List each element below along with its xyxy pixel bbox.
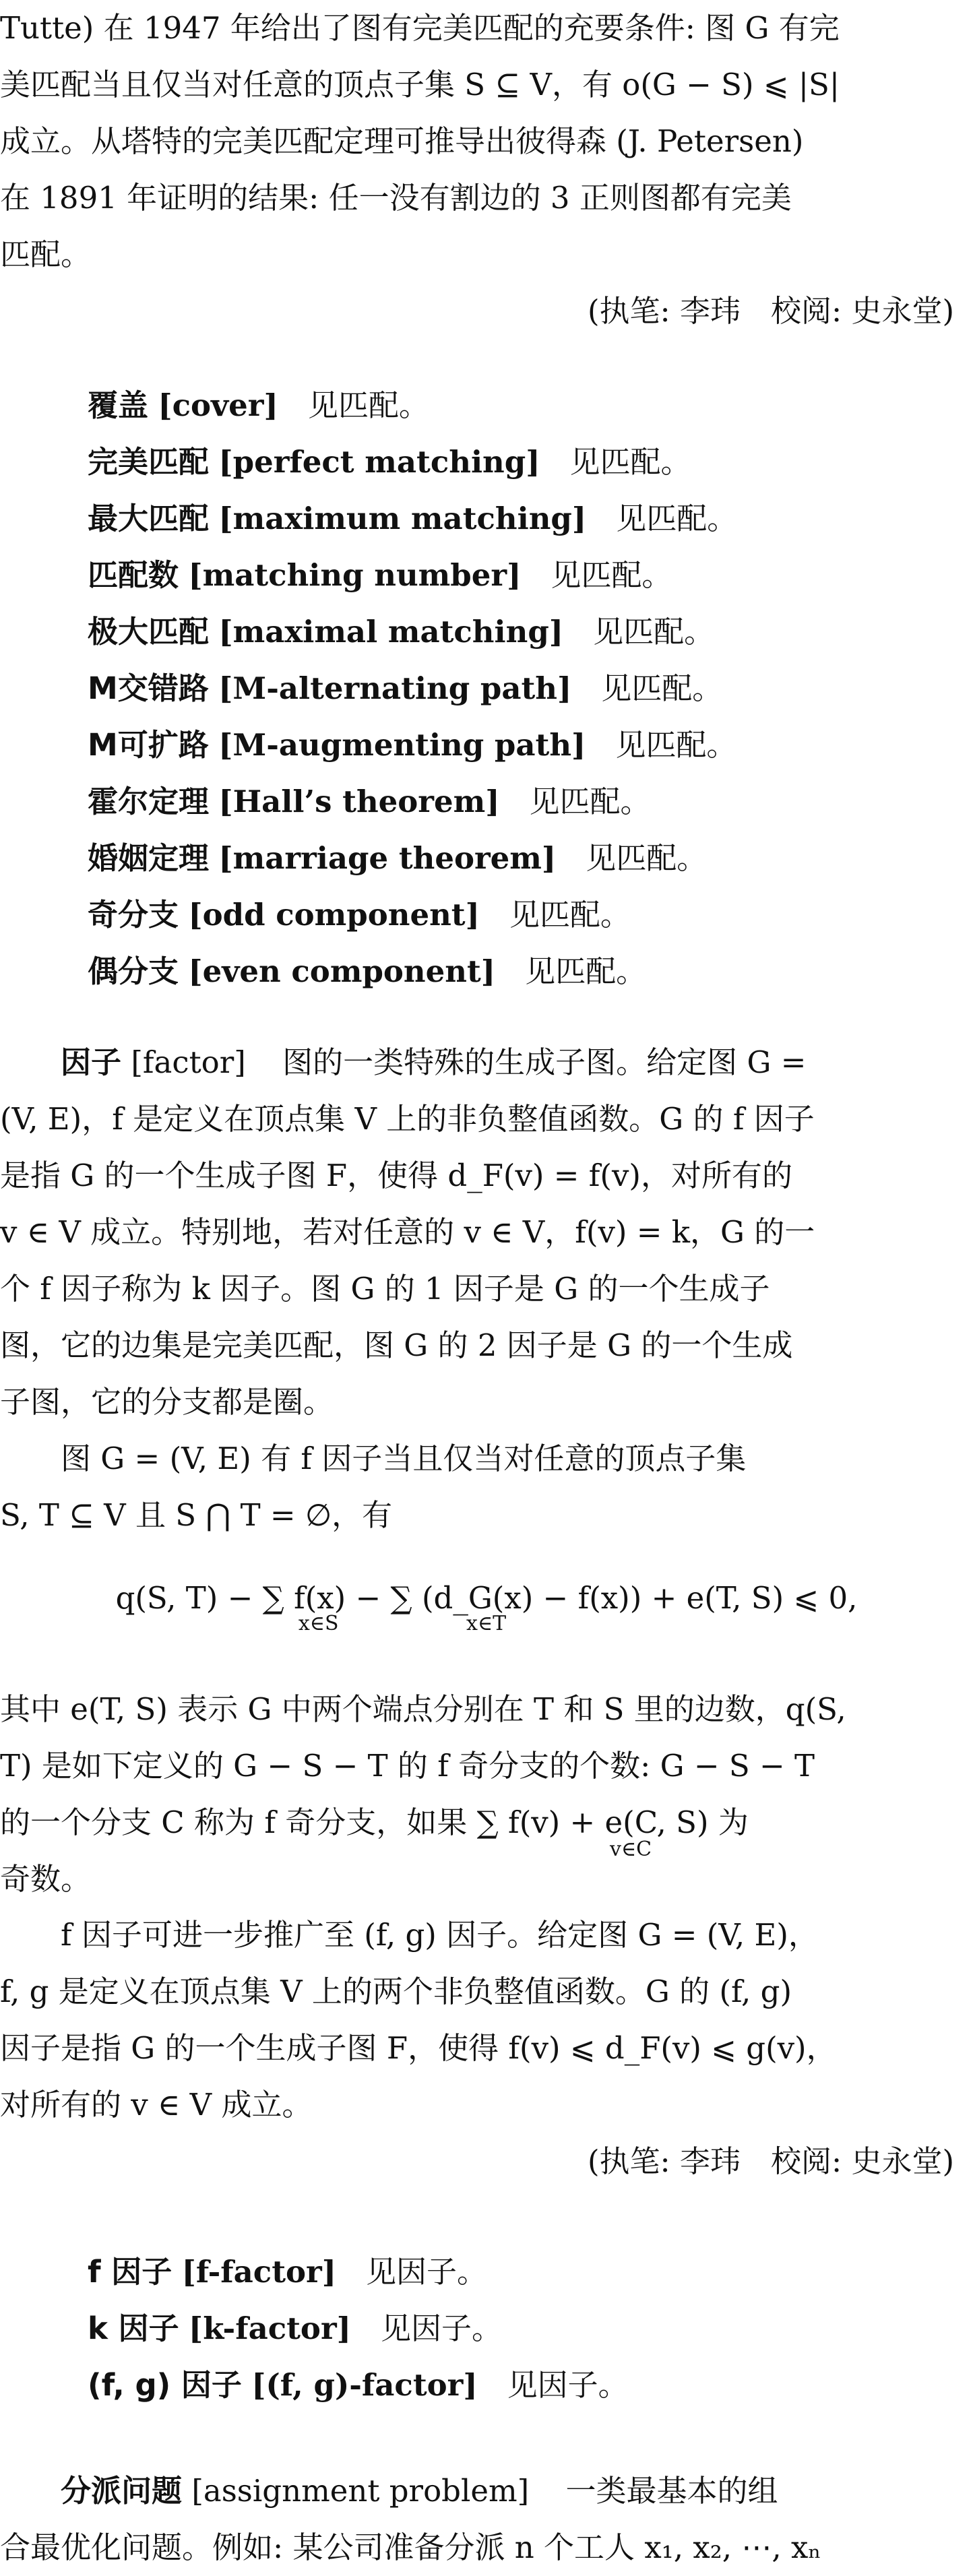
ref-entry <box>0 830 973 887</box>
formula-sub-s: x∈S <box>298 1612 339 1635</box>
ref-english: [Hall’s theorem] <box>218 784 500 819</box>
factor-entry <box>0 1034 973 1544</box>
ref-entry <box>0 434 973 491</box>
factor-formula-text: q(S, T) − ∑ f(x) − ∑ (d_G(x) − f(x)) + e(T, S) ⩽ 0, <box>115 1580 858 1616</box>
factor-para3-line-2: T) 是如下定义的 G − S − T 的 f 奇分支的个数: G − S − T <box>0 1748 815 1784</box>
ref-head: 覆盖 <box>88 387 149 423</box>
ref-head: 完美匹配 <box>88 444 210 480</box>
ref-entry <box>0 547 973 604</box>
ref-english: [cover] <box>158 387 278 423</box>
ref-entry <box>0 377 973 434</box>
ref-english: [k-factor] <box>188 2311 351 2346</box>
ref-english: [perfect matching] <box>218 444 540 480</box>
factor-head: 因子 <box>61 1044 122 1080</box>
ref-see: 见匹配。 <box>586 840 708 876</box>
factor-eng: [factor] <box>131 1044 246 1080</box>
ref-entry <box>0 604 973 660</box>
factor-para4-line-3: 因子是指 G 的一个生成子图 F，使得 f(v) ⩽ d_F(v) ⩽ g(v)， <box>0 2030 837 2066</box>
para3-subscript: v∈C <box>610 1837 652 1861</box>
ref-english: [odd component] <box>188 897 480 933</box>
ref-head: f 因子 <box>88 2254 172 2290</box>
ref-english: [maximum matching] <box>218 501 587 536</box>
factor-para2-line-1: 图 G = (V, E) 有 f 因子当且仅当对任意的顶点子集 <box>61 1441 747 1476</box>
ref-see: 见匹配。 <box>593 614 715 650</box>
top-line-4: 在 1891 年证明的结果: 任一没有割边的 3 正则图都有完美 <box>0 180 792 216</box>
factor-para4 <box>0 1907 973 2190</box>
ref-english: [M-augmenting path] <box>218 727 586 763</box>
ref-english: [marriage theorem] <box>218 840 557 876</box>
top-line-5: 匹配。 <box>0 237 92 272</box>
top-line-1: Tutte) 在 1947 年给出了图有完美匹配的充要条件: 图 G 有完 <box>0 10 840 46</box>
ref-head: 婚姻定理 <box>88 840 210 876</box>
ref-entry <box>0 717 973 774</box>
ref-see: 见因子。 <box>380 2311 502 2346</box>
factor-para4-line-4: 对所有的 v ∈ V 成立。 <box>0 2087 313 2123</box>
factor-signature: (执笔: 李玮 校阅: 史永堂) <box>587 2143 954 2179</box>
ref-see: 见匹配。 <box>525 953 647 989</box>
ref-head: 匹配数 <box>88 557 179 593</box>
ref-english: [(f, g)-factor] <box>251 2367 478 2403</box>
factor-line-1: 图的一类特殊的生成子图。给定图 G = <box>282 1044 807 1080</box>
assignment-eng: [assignment problem] <box>191 2473 530 2509</box>
factor-para3 <box>0 1681 973 1908</box>
assignment-line-2: 合最优化问题。例如: 某公司准备分派 n 个工人 x₁, x₂, ⋯, xₙ <box>0 2530 821 2565</box>
ref-head: k 因子 <box>88 2311 179 2346</box>
ref-see: 见匹配。 <box>615 727 737 763</box>
ref-entry <box>0 887 973 943</box>
assignment-head: 分派问题 <box>61 2473 183 2509</box>
factor-refs <box>0 2244 973 2414</box>
ref-entry <box>0 660 973 717</box>
matching-refs <box>0 377 973 1000</box>
factor-formula-subscripts <box>0 1610 973 1637</box>
ref-head: 霍尔定理 <box>88 784 210 819</box>
factor-para4-line-2: f, g 是定义在顶点集 V 上的两个非负整值函数。G 的 (f, g) <box>0 1974 792 2009</box>
factor-line-5: 个 f 因子称为 k 因子。图 G 的 1 因子是 G 的一个生成子 <box>0 1271 770 1307</box>
ref-head: M可扩路 <box>88 727 209 763</box>
ref-head: 极大匹配 <box>88 614 210 650</box>
ref-see: 见匹配。 <box>529 784 651 819</box>
ref-entry <box>0 2244 973 2300</box>
factor-line-7: 子图，它的分支都是圈。 <box>0 1384 334 1420</box>
ref-entry <box>0 943 973 1000</box>
factor-para3-line-4: 奇数。 <box>0 1861 92 1897</box>
top-line-3: 成立。从塔特的完美匹配定理可推导出彼得森 (J. Petersen) <box>0 123 804 159</box>
top-paragraph <box>0 0 973 340</box>
ref-entry <box>0 2300 973 2357</box>
factor-para3-line-1: 其中 e(T, S) 表示 G 中两个端点分别在 T 和 S 里的边数，q(S, <box>0 1691 846 1727</box>
ref-see: 见因子。 <box>507 2367 629 2403</box>
ref-head: (f, g) 因子 <box>88 2367 242 2403</box>
assignment-entry <box>0 2463 973 2576</box>
factor-line-6: 图，它的边集是完美匹配，图 G 的 2 因子是 G 的一个生成 <box>0 1327 793 1363</box>
ref-head: 奇分支 <box>88 897 179 933</box>
formula-sub-t: x∈T <box>466 1612 507 1635</box>
ref-see: 见因子。 <box>366 2254 488 2290</box>
ref-entry <box>0 2357 973 2414</box>
ref-entry <box>0 491 973 547</box>
ref-see: 见匹配。 <box>307 387 429 423</box>
ref-english: [f-factor] <box>181 2254 337 2290</box>
factor-line-2: (V, E)，f 是定义在顶点集 V 上的非负整值函数。G 的 f 因子 <box>0 1101 815 1137</box>
ref-english: [maximal matching] <box>218 614 564 650</box>
factor-para2-line-2: S, T ⊆ V 且 S ⋂ T = ∅，有 <box>0 1497 393 1533</box>
top-line-2: 美匹配当且仅当对任意的顶点子集 S ⊆ V，有 o(G − S) ⩽ |S| <box>0 67 840 102</box>
ref-head: M交错路 <box>88 670 209 706</box>
factor-line-3: 是指 G 的一个生成子图 F，使得 d_F(v) = f(v)，对所有的 <box>0 1158 792 1193</box>
factor-line-4: v ∈ V 成立。特别地，若对任意的 v ∈ V，f(v) = k，G 的一 <box>0 1214 815 1250</box>
ref-english: [even component] <box>188 953 496 989</box>
ref-see: 见匹配。 <box>601 670 723 706</box>
ref-english: [M-alternating path] <box>218 670 572 706</box>
factor-para4-line-1: f 因子可进一步推广至 (f, g) 因子。给定图 G = (V, E)， <box>61 1917 819 1953</box>
ref-see: 见匹配。 <box>569 444 691 480</box>
ref-see: 见匹配。 <box>551 557 672 593</box>
ref-see: 见匹配。 <box>509 897 631 933</box>
ref-see: 见匹配。 <box>616 501 738 536</box>
top-signature: (执笔: 李玮 校阅: 史永堂) <box>587 293 954 329</box>
ref-head: 最大匹配 <box>88 501 210 536</box>
ref-english: [matching number] <box>188 557 522 593</box>
ref-entry <box>0 774 973 830</box>
ref-head: 偶分支 <box>88 953 179 989</box>
assignment-line-1: 一类最基本的组 <box>565 2473 778 2509</box>
factor-para3-line-3: 的一个分支 C 称为 f 奇分支，如果 ∑ f(v) + e(C, S) 为 <box>0 1804 749 1840</box>
